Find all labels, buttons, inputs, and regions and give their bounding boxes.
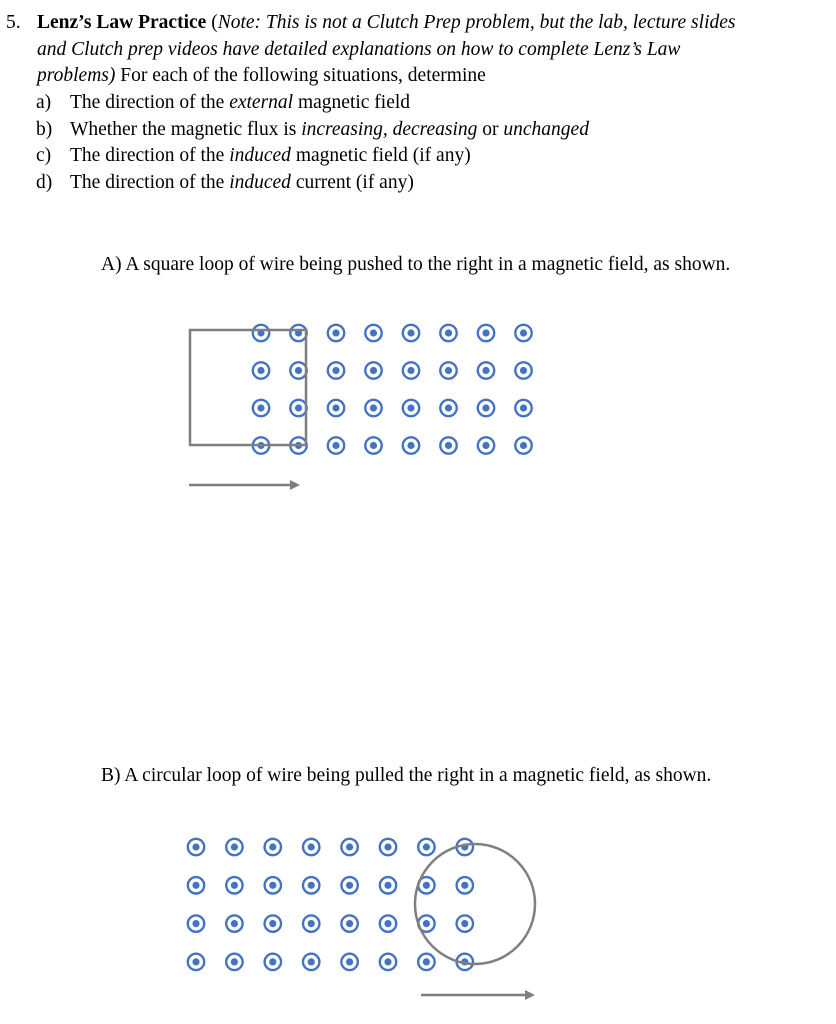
item-d-label: d)	[36, 172, 53, 193]
note-line-2: and Clutch prep videos have detailed explanations on how to complete Lenz’s Law	[37, 39, 681, 60]
problem-number: 5.	[6, 12, 21, 33]
field-out-of-page-icon	[188, 877, 204, 893]
field-out-of-page-icon	[253, 325, 269, 341]
item-d-pre: The direction of the	[70, 172, 230, 193]
note-line-3-rest: For each of the following situations, determine	[115, 65, 486, 86]
field-out-of-page-icon	[253, 400, 269, 416]
field-out-of-page-icon	[341, 954, 357, 970]
field-out-of-page-icon	[403, 400, 419, 416]
item-b-label: b)	[36, 119, 53, 140]
field-out-of-page-icon	[226, 915, 242, 931]
scenario-a-motion-arrow	[189, 480, 300, 490]
item-d-em: induced	[229, 172, 291, 193]
field-out-of-page-icon	[253, 362, 269, 378]
field-out-of-page-icon	[328, 325, 344, 341]
field-out-of-page-icon	[265, 877, 281, 893]
field-out-of-page-icon	[418, 954, 434, 970]
field-out-of-page-icon	[478, 437, 494, 453]
item-b-em2: unchanged	[503, 119, 589, 140]
field-out-of-page-icon	[440, 362, 456, 378]
field-out-of-page-icon	[457, 877, 473, 893]
circular-wire-loop	[415, 844, 535, 964]
field-out-of-page-icon	[478, 325, 494, 341]
field-out-of-page-icon	[403, 325, 419, 341]
item-c-label: c)	[36, 145, 52, 166]
field-out-of-page-icon	[341, 915, 357, 931]
field-out-of-page-icon	[478, 362, 494, 378]
field-out-of-page-icon	[290, 362, 306, 378]
item-b-mid: or	[477, 119, 504, 140]
field-out-of-page-icon	[188, 954, 204, 970]
field-out-of-page-icon	[515, 362, 531, 378]
field-out-of-page-icon	[341, 877, 357, 893]
field-out-of-page-icon	[457, 915, 473, 931]
field-out-of-page-icon	[365, 362, 381, 378]
field-out-of-page-icon	[440, 325, 456, 341]
field-out-of-page-icon	[478, 400, 494, 416]
scenario-b-text: B) A circular loop of wire being pulled the right in a magnetic field, as shown.	[101, 765, 712, 786]
item-a-pre: The direction of the	[70, 92, 230, 113]
note-open: (	[206, 12, 218, 33]
problem-title: Lenz’s Law Practice	[37, 12, 207, 33]
scenario-a-magnetic-field	[253, 325, 532, 454]
field-out-of-page-icon	[515, 400, 531, 416]
field-out-of-page-icon	[303, 877, 319, 893]
item-b-pre: Whether the magnetic flux is	[70, 119, 302, 140]
field-out-of-page-icon	[515, 325, 531, 341]
field-out-of-page-icon	[328, 400, 344, 416]
field-out-of-page-icon	[380, 954, 396, 970]
field-out-of-page-icon	[341, 839, 357, 855]
field-out-of-page-icon	[515, 437, 531, 453]
field-out-of-page-icon	[365, 400, 381, 416]
field-out-of-page-icon	[303, 915, 319, 931]
field-out-of-page-icon	[380, 915, 396, 931]
field-out-of-page-icon	[380, 839, 396, 855]
square-wire-loop	[190, 330, 306, 445]
scenario-a-text: A) A square loop of wire being pushed to the right in a magnetic field, as shown.	[101, 254, 731, 275]
field-out-of-page-icon	[440, 400, 456, 416]
item-c-em: induced	[229, 145, 291, 166]
scenario-b-motion-arrow	[421, 990, 535, 1000]
field-out-of-page-icon	[303, 839, 319, 855]
note-line-1: Note: This is not a Clutch Prep problem, but the lab, lecture slides	[217, 12, 736, 33]
field-out-of-page-icon	[188, 915, 204, 931]
field-out-of-page-icon	[303, 954, 319, 970]
field-out-of-page-icon	[226, 839, 242, 855]
field-out-of-page-icon	[290, 400, 306, 416]
item-b-em: increasing, decreasing	[301, 119, 478, 140]
scenario-b-magnetic-field	[188, 839, 473, 970]
field-out-of-page-icon	[403, 362, 419, 378]
field-out-of-page-icon	[188, 839, 204, 855]
item-c-pre: The direction of the	[70, 145, 230, 166]
item-a-post: magnetic field	[293, 92, 411, 113]
field-out-of-page-icon	[403, 437, 419, 453]
field-out-of-page-icon	[226, 954, 242, 970]
field-out-of-page-icon	[328, 437, 344, 453]
field-out-of-page-icon	[440, 437, 456, 453]
note-line-3-italic: problems)	[37, 65, 116, 86]
field-out-of-page-icon	[418, 839, 434, 855]
field-out-of-page-icon	[226, 877, 242, 893]
item-c-post: magnetic field (if any)	[290, 145, 471, 166]
item-a-label: a)	[36, 92, 52, 113]
field-out-of-page-icon	[265, 954, 281, 970]
field-out-of-page-icon	[380, 877, 396, 893]
field-out-of-page-icon	[328, 362, 344, 378]
field-out-of-page-icon	[265, 915, 281, 931]
item-d-post: current (if any)	[290, 172, 414, 193]
field-out-of-page-icon	[265, 839, 281, 855]
field-out-of-page-icon	[365, 437, 381, 453]
field-out-of-page-icon	[290, 325, 306, 341]
item-a-em: external	[229, 92, 294, 113]
field-out-of-page-icon	[365, 325, 381, 341]
